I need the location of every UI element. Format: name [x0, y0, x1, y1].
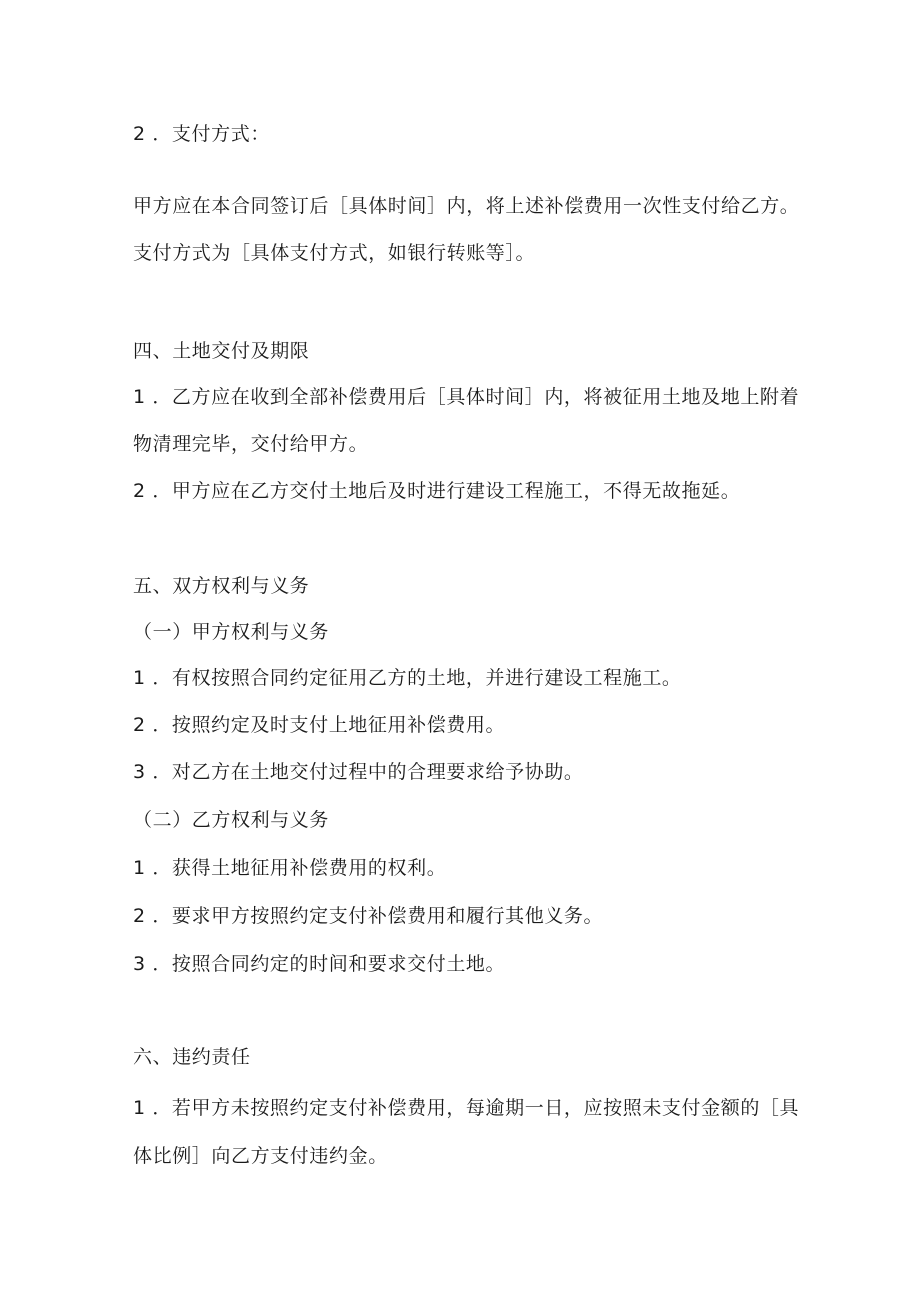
section-heading-rights-obligations: 五、双方权利与义务 — [133, 575, 310, 597]
subsection-heading-party-b: （二）乙方权利与义务 — [133, 809, 330, 831]
clause-line: 3 ．按照合同约定的时间和要求交付土地。 — [133, 953, 506, 975]
clause-line: 1 ．获得土地征用补偿费用的权利。 — [133, 857, 447, 879]
payment-clause-line: 甲方应在本合同签订后［具体时间］内，将上述补偿费用一次性支付给乙方。 — [133, 195, 800, 217]
clause-line: 1 ．有权按照合同约定征用乙方的土地，并进行建设工程施工。 — [133, 667, 682, 689]
clause-line: 1 ．若甲方未按照约定支付补偿费用，每逾期一日，应按照未支付金额的［具 — [133, 1097, 800, 1119]
subsection-heading-party-a: （一）甲方权利与义务 — [133, 621, 330, 643]
section-heading-land-delivery: 四、土地交付及期限 — [133, 340, 310, 362]
clause-line: 2 ．甲方应在乙方交付土地后及时进行建设工程施工，不得无故拖延。 — [133, 480, 741, 502]
clause-line: 物清理完毕，交付给甲方。 — [133, 433, 369, 455]
payment-method-heading: 2 ．支付方式： — [133, 123, 270, 145]
clause-line: 1 ．乙方应在收到全部补偿费用后［具体时间］内，将被征用土地及地上附着 — [133, 386, 800, 408]
clause-line: 体比例］向乙方支付违约金。 — [133, 1145, 388, 1167]
section-heading-breach-liability: 六、违约责任 — [133, 1046, 251, 1068]
clause-line: 2 ．按照约定及时支付上地征用补偿费用。 — [133, 714, 506, 736]
clause-line: 3 ．对乙方在土地交付过程中的合理要求给予协助。 — [133, 761, 584, 783]
clause-line: 2 ．要求甲方按照约定支付补偿费用和履行其他义务。 — [133, 905, 604, 927]
payment-clause-line: 支付方式为［具体支付方式，如银行转账等］。 — [133, 242, 536, 264]
